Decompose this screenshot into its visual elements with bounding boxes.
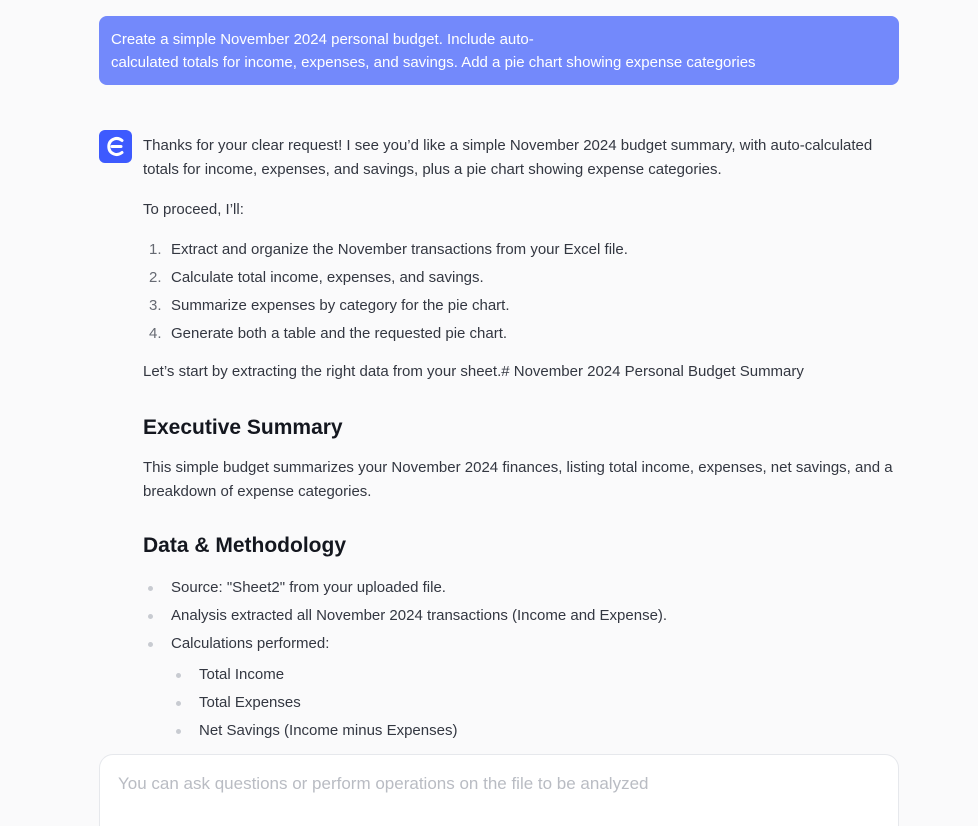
bullet-dot-icon <box>148 642 153 647</box>
list-item <box>143 689 899 717</box>
list-item-text: Total Income <box>199 666 285 683</box>
list-item <box>143 320 899 348</box>
user-message-line-1: Create a simple November 2024 personal budget. Include auto- <box>111 31 534 48</box>
bullet-dot-icon <box>148 586 153 591</box>
list-item <box>143 602 899 630</box>
list-item <box>143 574 899 602</box>
list-item-text: Calculations performed: <box>171 635 330 652</box>
steps-list <box>143 236 899 348</box>
list-item-text: Total Expenses <box>199 694 301 711</box>
list-item-number: 3. <box>149 297 162 314</box>
start-paragraph: Let’s start by extracting the right data from your sheet.# November 2024 Personal Budget Summary <box>143 363 804 380</box>
bullet-dot-icon <box>176 673 181 678</box>
list-item <box>143 236 899 264</box>
list-item-text: Generate both a table and the requested pie chart. <box>171 325 508 342</box>
chat-input[interactable] <box>118 772 880 812</box>
methodology-list <box>143 574 899 658</box>
chat-input-box <box>99 754 899 826</box>
user-message-line-2: calculated totals for income, expenses, and savings. Add a pie chart showing expense categories <box>111 54 756 71</box>
bullet-dot-icon <box>176 701 181 706</box>
assistant-message-content <box>143 134 899 745</box>
executive-summary-text: This simple budget summarizes your November 2024 finances, listing total income, expenses, net savings, and a breakdown of expense categories. <box>143 459 893 500</box>
executive-summary-heading: Executive Summary <box>143 416 343 439</box>
list-item <box>143 630 899 658</box>
user-message-bubble <box>99 16 899 85</box>
list-item-number: 1. <box>149 241 162 258</box>
bullet-dot-icon <box>176 729 181 734</box>
calculations-sublist <box>143 661 899 745</box>
bullet-dot-icon <box>148 614 153 619</box>
intro-paragraph: Thanks for your clear request! I see you’d like a simple November 2024 budget summary, with auto-calculated totals for income, expenses, and savings, plus a pie chart showing expense categories. <box>143 137 873 178</box>
list-item-number: 2. <box>149 269 162 286</box>
list-item-number: 4. <box>149 325 162 342</box>
list-item-text: Analysis extracted all November 2024 transactions (Income and Expense). <box>171 607 668 624</box>
list-item <box>143 292 899 320</box>
list-item-text: Net Savings (Income minus Expenses) <box>199 722 458 739</box>
app-logo-e-icon <box>99 130 132 163</box>
list-item-text: Summarize expenses by category for the pie chart. <box>171 297 510 314</box>
list-item-text: Extract and organize the November transactions from your Excel file. <box>171 241 628 258</box>
list-item-text: Calculate total income, expenses, and savings. <box>171 269 484 286</box>
proceed-text: To proceed, I’ll: <box>143 201 244 218</box>
list-item <box>143 264 899 292</box>
list-item-text: Source: "Sheet2" from your uploaded file. <box>171 579 446 596</box>
list-item <box>143 661 899 689</box>
data-methodology-heading: Data & Methodology <box>143 534 346 557</box>
list-item <box>143 717 899 745</box>
